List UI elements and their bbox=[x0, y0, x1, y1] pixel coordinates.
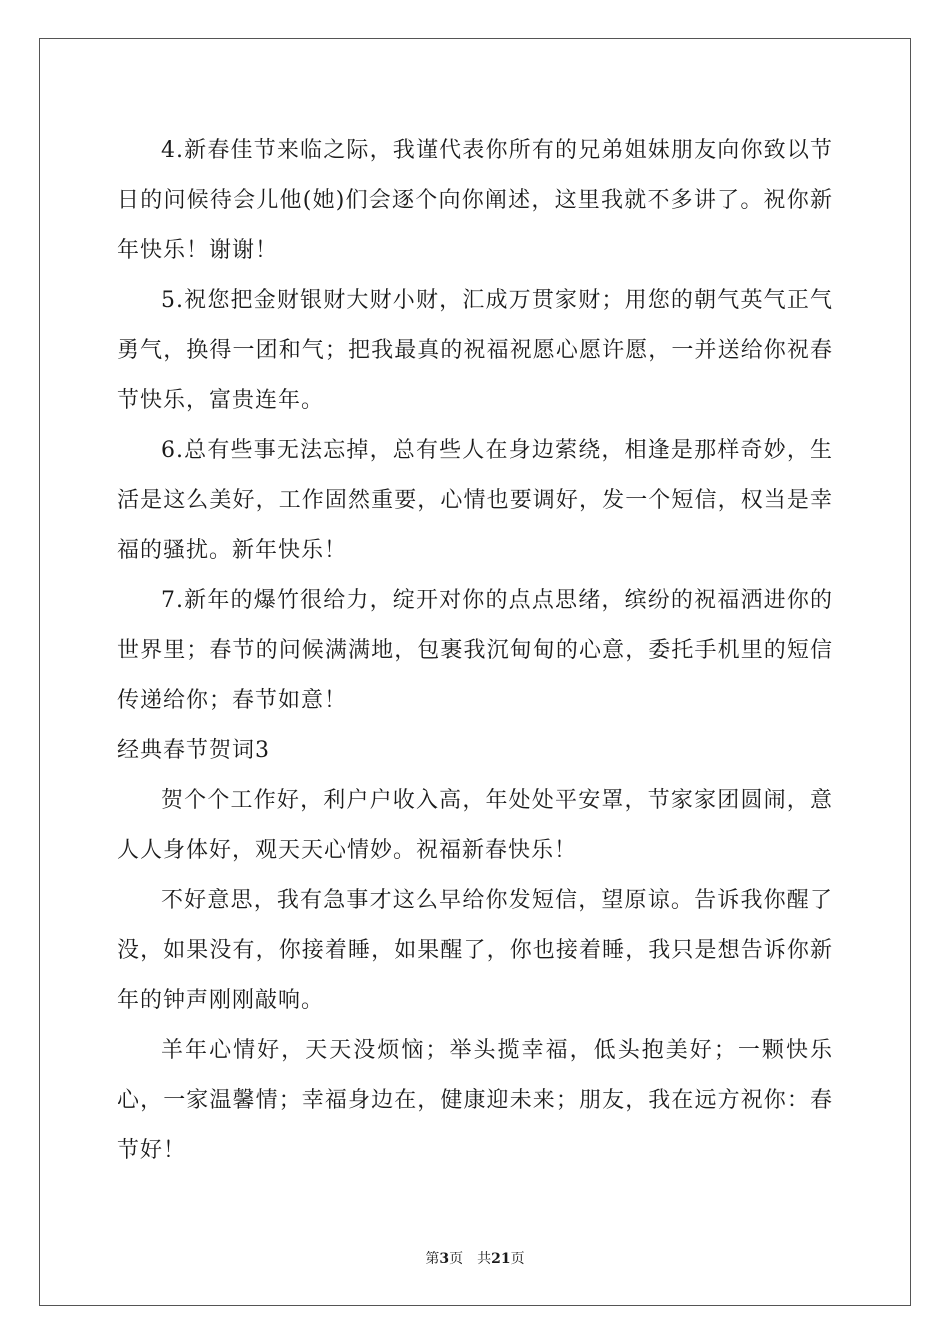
page-footer bbox=[0, 1248, 950, 1268]
page-prefix: 第 bbox=[425, 1251, 440, 1267]
total-prefix: 共 bbox=[477, 1251, 492, 1267]
paragraph: 贺个个工作好，利户户收入高，年处处平安罩，节家家团圆闹，意人人身体好，观天天心情妙。祝福新春快乐！ bbox=[117, 788, 833, 863]
page-current: 3 bbox=[439, 1251, 450, 1267]
paragraph: 不好意思，我有急事才这么早给你发短信，望原谅。告诉我你醒了没，如果没有，你接着睡，如果醒了，你也接着睡，我只是想告诉你新年的钟声刚刚敲响。 bbox=[117, 888, 833, 1013]
paragraph: 羊年心情好，天天没烦恼；举头揽幸福，低头抱美好；一颗快乐心，一家温馨情；幸福身边在，健康迎未来；朋友，我在远方祝你：春节好！ bbox=[117, 1038, 833, 1163]
paragraph: 5.祝您把金财银财大财小财，汇成万贯家财；用您的朝气英气正气勇气，换得一团和气；把我最真的祝福祝愿心愿许愿，一并送给你祝春节快乐，富贵连年。 bbox=[117, 288, 833, 413]
paragraph: 4.新春佳节来临之际，我谨代表你所有的兄弟姐妹朋友向你致以节日的问候待会儿他(她)们会逐个向你阐述，这里我就不多讲了。祝你新年快乐！谢谢！ bbox=[117, 138, 833, 263]
paragraph: 7.新年的爆竹很给力，绽开对你的点点思绪，缤纷的祝福洒进你的世界里；春节的问候满满地，包裹我沉甸甸的心意，委托手机里的短信传递给你；春节如意！ bbox=[117, 588, 833, 713]
document-body bbox=[117, 126, 833, 1176]
section-heading: 经典春节贺词3 bbox=[117, 738, 270, 763]
total-pages: 21 bbox=[491, 1251, 511, 1267]
total-suffix: 页 bbox=[510, 1251, 525, 1267]
page-suffix: 页 bbox=[449, 1251, 464, 1267]
paragraph: 6.总有些事无法忘掉，总有些人在身边萦绕，相逢是那样奇妙，生活是这么美好，工作固然重要，心情也要调好，发一个短信，权当是幸福的骚扰。新年快乐！ bbox=[117, 438, 833, 563]
